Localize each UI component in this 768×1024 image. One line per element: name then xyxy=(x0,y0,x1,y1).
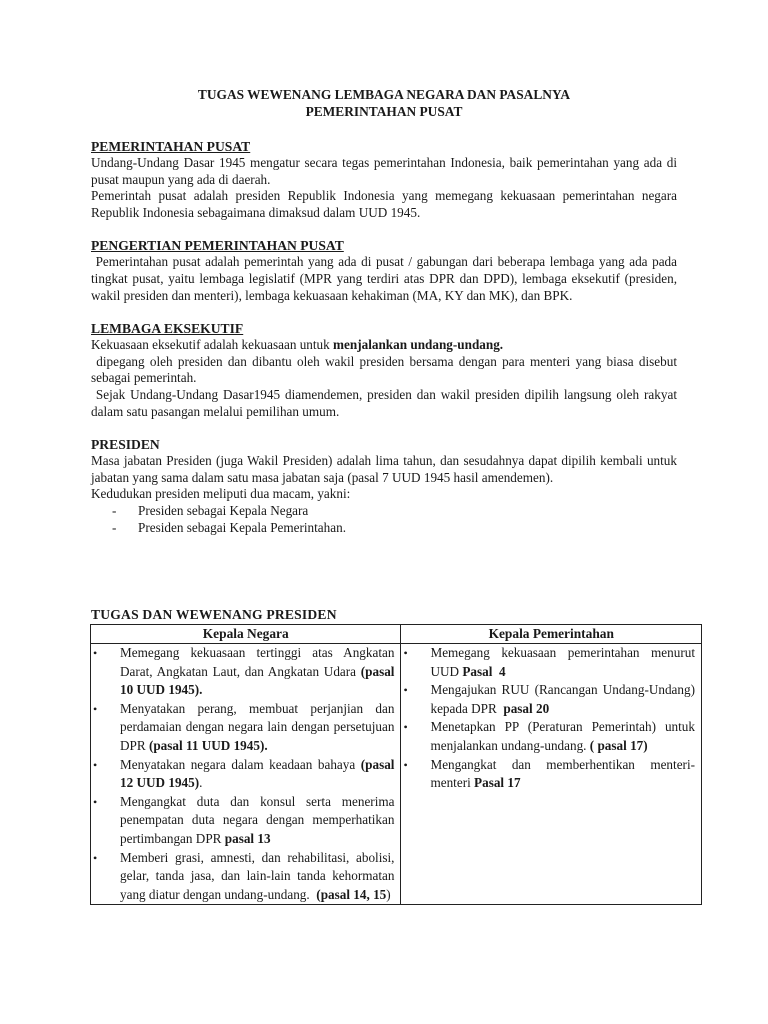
pasal-reference: pasal 13 xyxy=(224,830,271,846)
tugas-heading-wrap xyxy=(91,606,337,623)
paragraph: Kedudukan presiden meliputi dua macam, yakni: xyxy=(91,486,351,502)
item-text: Menyatakan negara dalam keadaan bahaya xyxy=(120,756,361,772)
item-text: Mengajukan RUU (Rancangan Undang-Undang) kepada DPR xyxy=(430,682,699,716)
kepala-negara-list xyxy=(91,644,400,904)
item-text: Memberi grasi, amnesti, dan rehabilitasi, abolisi, gelar, tanda jasa, dan lain-lain tanda kehormatan yang diatur dengan undang-undang. xyxy=(120,849,398,902)
table-heading: TUGAS DAN WEWENANG PRESIDEN xyxy=(91,607,337,622)
pasal-reference: (pasal 10 UUD 1945). xyxy=(120,663,395,698)
item-tail: . xyxy=(199,775,203,791)
emphasis-text: menjalankan undang-undang. xyxy=(333,337,504,353)
title-line-1: TUGAS WEWENANG LEMBAGA NEGARA DAN PASALNYA xyxy=(197,87,571,102)
list-item xyxy=(91,503,677,520)
item-tail: ) xyxy=(386,886,391,902)
kepala-pemerintahan-list xyxy=(401,644,701,793)
list-item xyxy=(91,520,677,537)
kepala-negara-cell xyxy=(91,644,401,905)
paragraph: Sejak Undang-Undang Dasar1945 diamendemen, presiden dan wakil presiden dipilih langsung oleh rakyat dalam satu pasangan melalui pemilihan umum. xyxy=(91,386,681,419)
section-pemerintahan-pusat xyxy=(91,138,677,221)
section-heading: LEMBAGA EKSEKUTIF xyxy=(91,321,244,337)
list-item xyxy=(91,644,394,700)
dash-marker: - xyxy=(112,502,117,518)
bullet-icon: • xyxy=(93,646,98,660)
bullet-icon: • xyxy=(93,701,98,716)
list-item xyxy=(401,718,695,755)
document-page xyxy=(91,86,681,536)
paragraph: Masa jabatan Presiden (juga Wakil Presiden) adalah lima tahun, dan sesudahnya dapat dipilih kembali untuk jabatan yang sama dalam satu masa jabatan saja (pasal 7 UUD 1945 hasil amendemen). xyxy=(91,453,677,485)
list-item-text: Presiden sebagai Kepala Pemerintahan. xyxy=(138,519,346,535)
pasal-reference: ( pasal 17) xyxy=(589,737,648,753)
document-title xyxy=(91,86,677,120)
list-item xyxy=(91,756,394,793)
list-item xyxy=(401,644,695,681)
section-heading: PENGERTIAN PEMERINTAHAN PUSAT xyxy=(91,238,344,254)
pasal-reference: Pasal 4 xyxy=(462,663,506,679)
section-heading: PEMERINTAHAN PUSAT xyxy=(91,139,251,154)
list-item xyxy=(91,849,398,905)
bullet-icon: • xyxy=(93,850,98,865)
paragraph: dipegang oleh presiden dan dibantu oleh wakil presiden bersama dengan para menteri yang biasa disebut sebagai pemerintah. xyxy=(91,353,681,386)
pasal-reference: (pasal 14, 15 xyxy=(316,886,387,902)
list-item xyxy=(91,700,394,756)
column-header-kepala-negara: Kepala Negara xyxy=(91,625,401,644)
bullet-icon: • xyxy=(93,757,98,772)
tugas-wewenang-table xyxy=(90,624,702,905)
section-presiden xyxy=(91,436,677,536)
table-header-row xyxy=(91,625,702,644)
item-text: Menetapkan PP (Peraturan Pemerintah) untuk menjalankan undang-undang. xyxy=(430,719,695,753)
paragraph: Pemerintahan pusat adalah pemerintah yang ada di pusat / gabungan dari beberapa lembaga yang ada pada tingkat pusat, yaitu lembaga legislatif (MPR yang terdiri atas DPR dan DPD), lembaga eksekutif (presiden, wakil presiden dan menteri), lembaga kekuasaan kehakiman (MA, KY dan MK), dan BPK. xyxy=(91,254,681,303)
pasal-reference: (pasal 12 UUD 1945) xyxy=(120,756,395,791)
paragraph xyxy=(91,337,677,354)
pasal-reference: (pasal 11 UUD 1945). xyxy=(148,737,268,753)
section-lembaga-eksekutif xyxy=(91,320,681,420)
pasal-reference: Pasal 17 xyxy=(474,775,521,791)
list-item-text: Presiden sebagai Kepala Negara xyxy=(138,502,309,518)
kepala-pemerintahan-cell xyxy=(401,644,702,905)
bullet-icon: • xyxy=(403,757,408,772)
item-text: Mengangkat duta dan konsul serta menerima penempatan duta negara dengan memperhatikan pertimbangan DPR xyxy=(120,793,395,846)
kedudukan-list xyxy=(91,503,677,536)
title-line-2: PEMERINTAHAN PUSAT xyxy=(305,104,463,119)
pasal-reference: pasal 20 xyxy=(503,700,550,716)
table-row xyxy=(91,644,702,905)
section-pengertian-pemerintahan-pusat xyxy=(91,237,681,304)
dash-marker: - xyxy=(112,519,117,535)
item-text: Menyatakan perang, membuat perjanjian dan perdamaian dengan negara lain dengan persetujuan DPR xyxy=(120,700,395,753)
bullet-icon: • xyxy=(403,720,408,735)
item-text: Mengangkat dan memberhentikan menteri-menteri xyxy=(430,756,695,791)
bullet-icon: • xyxy=(403,646,408,660)
item-text: Memegang kekuasaan tertinggi atas Angkatan Darat, Angkatan Laut, dan Angkatan Udara xyxy=(120,645,395,679)
list-item xyxy=(401,681,699,718)
bullet-icon: • xyxy=(403,683,408,698)
bullet-icon: • xyxy=(93,794,98,809)
list-item xyxy=(91,793,394,849)
column-header-kepala-pemerintahan: Kepala Pemerintahan xyxy=(401,625,702,644)
paragraph-text: Kekuasaan eksekutif adalah kekuasaan untuk xyxy=(91,337,334,353)
section-heading: PRESIDEN xyxy=(91,437,160,453)
list-item xyxy=(401,756,695,793)
paragraph: Undang-Undang Dasar 1945 mengatur secara tegas pemerintahan Indonesia, baik pemerintahan yang ada di pusat maupun yang ada di daerah. xyxy=(91,155,677,187)
paragraph: Pemerintah pusat adalah presiden Republik Indonesia yang memegang kekuasaan pemerintahan negara Republik Indonesia sebagaimana dimaksud dalam UUD 1945. xyxy=(91,188,677,220)
item-text: Memegang kekuasaan pemerintahan menurut UUD xyxy=(430,645,695,679)
